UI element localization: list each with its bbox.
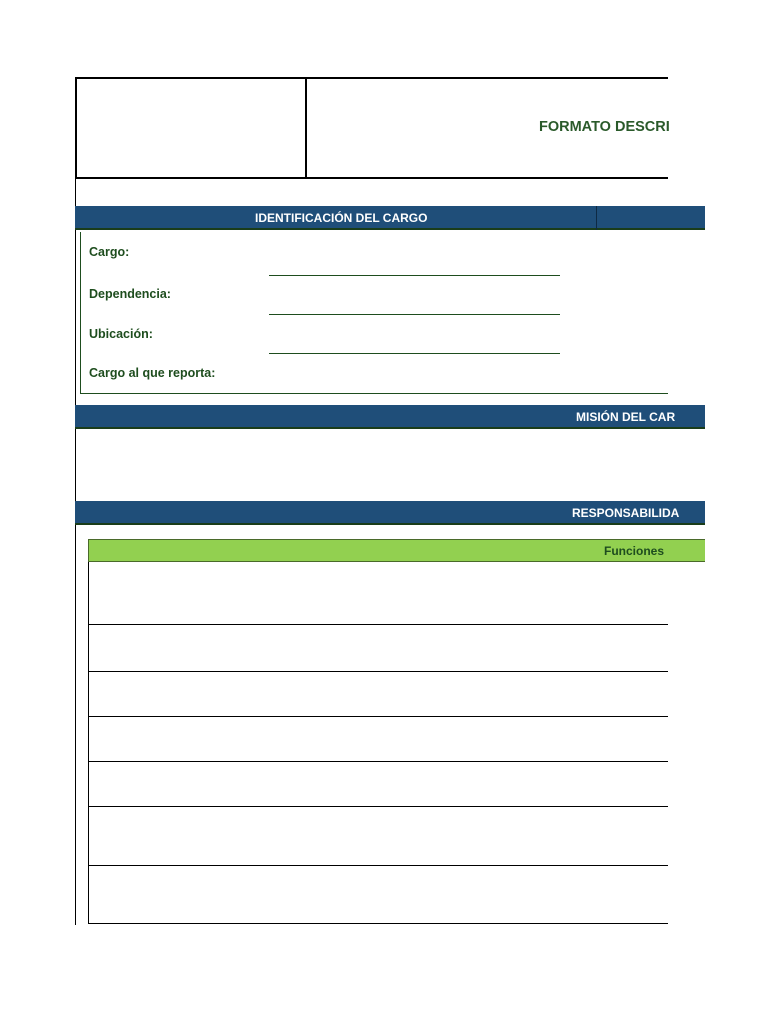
field-line-dependencia[interactable]	[269, 314, 560, 315]
field-line-cargo[interactable]	[269, 275, 560, 276]
document-title: FORMATO DESCRI	[539, 119, 670, 135]
responsabilidades-heading: RESPONSABILIDA	[572, 506, 680, 520]
funcion-row[interactable]	[88, 866, 668, 924]
funcion-row[interactable]	[88, 762, 668, 807]
mision-bar	[75, 405, 705, 429]
mision-heading: MISIÓN DEL CAR	[576, 410, 676, 424]
funcion-row[interactable]	[88, 625, 668, 672]
funcion-row[interactable]	[88, 563, 668, 625]
field-label-ubicacion: Ubicación:	[89, 327, 153, 341]
funcion-row[interactable]	[88, 717, 668, 762]
page-left-border	[75, 179, 76, 925]
field-label-dependencia: Dependencia:	[89, 287, 171, 301]
funcion-row[interactable]	[88, 672, 668, 717]
responsabilidades-bar	[75, 501, 705, 525]
logo-cell	[77, 79, 305, 177]
funcion-row[interactable]	[88, 807, 668, 866]
funciones-label: Funciones	[604, 544, 665, 558]
header-divider	[305, 77, 307, 179]
field-label-cargo: Cargo:	[89, 245, 130, 259]
identificacion-heading: IDENTIFICACIÓN DEL CARGO	[255, 211, 428, 225]
field-line-ubicacion[interactable]	[269, 353, 560, 354]
identificacion-bar-divider	[596, 206, 597, 230]
funciones-header	[88, 539, 705, 562]
mision-content-area	[76, 430, 668, 500]
field-label-cargo-reporta: Cargo al que reporta:	[89, 366, 216, 380]
identificacion-bar	[75, 206, 705, 230]
